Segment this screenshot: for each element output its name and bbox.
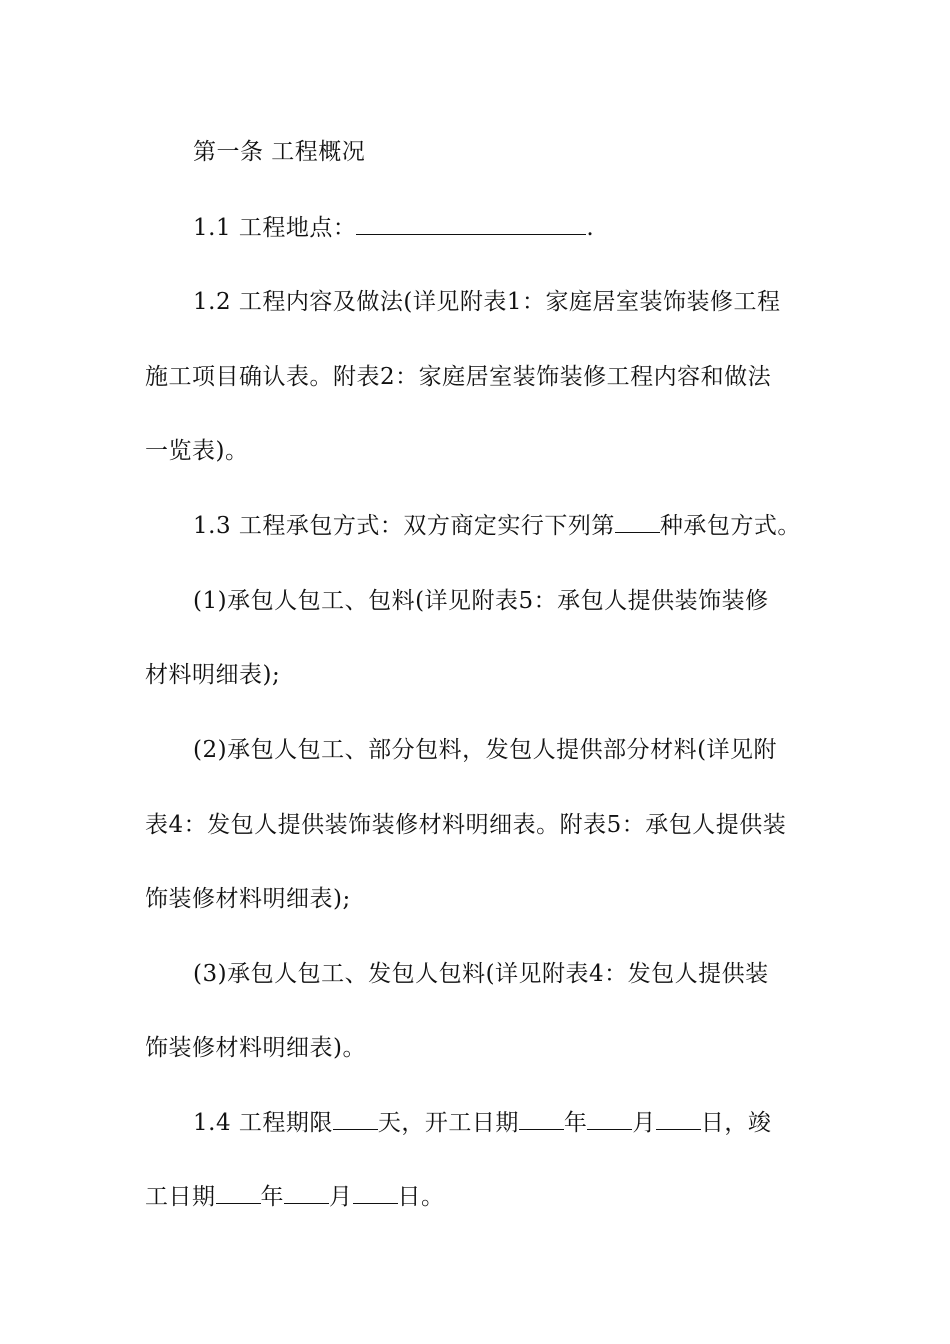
- start-month-label: 月: [632, 1110, 656, 1136]
- option-2-line-2: 表4：发包人提供装饰装修材料明细表。附表5：承包人提供装: [145, 812, 787, 838]
- section-heading: 第一条 工程概况: [193, 139, 366, 165]
- end-month-label: 月: [329, 1184, 353, 1210]
- end-day-label: 日。: [397, 1184, 445, 1210]
- location-blank[interactable]: [356, 214, 586, 235]
- end-month-blank[interactable]: [284, 1183, 329, 1204]
- clause-1-3-end: 种承包方式。: [659, 513, 801, 539]
- clause-1-2-line-3: 一览表)。: [145, 438, 249, 464]
- clause-1-4-line-2: [145, 1182, 825, 1212]
- start-year-label: 年: [563, 1110, 588, 1136]
- option-2-line-3: 饰装修材料明细表);: [145, 886, 351, 912]
- start-day-blank[interactable]: [656, 1109, 701, 1130]
- start-day-label: 日，竣: [700, 1110, 772, 1136]
- start-date-label: 天，开工日期: [377, 1110, 519, 1136]
- clause-1-2-line-1: 1.2 工程内容及做法(详见附表1：家庭居室装饰装修工程: [193, 289, 781, 315]
- clause-1-3-text: 1.3 工程承包方式：双方商定实行下列第: [193, 513, 615, 539]
- option-1-line-2: 材料明细表);: [145, 662, 281, 688]
- clause-1-1: [193, 213, 873, 243]
- duration-label: 1.4 工程期限: [193, 1110, 333, 1136]
- clause-1-3: [193, 511, 873, 541]
- duration-days-blank[interactable]: [333, 1109, 378, 1130]
- option-2-line-1: (2)承包人包工、部分包料，发包人提供部分材料(详见附: [193, 737, 778, 763]
- contract-mode-blank[interactable]: [615, 512, 660, 533]
- start-year-blank[interactable]: [519, 1109, 564, 1130]
- completion-date-label: 工日期: [145, 1184, 216, 1210]
- end-year-label: 年: [260, 1184, 284, 1210]
- end-year-blank[interactable]: [216, 1183, 261, 1204]
- clause-1-4-line-1: [193, 1108, 873, 1138]
- clause-1-1-label: 1.1 工程地点：: [193, 215, 357, 241]
- start-month-blank[interactable]: [587, 1109, 632, 1130]
- clause-1-1-end: .: [586, 215, 595, 241]
- option-3-line-1: (3)承包人包工、发包人包料(详见附表4：发包人提供装: [193, 961, 769, 987]
- end-day-blank[interactable]: [353, 1183, 398, 1204]
- option-3-line-2: 饰装修材料明细表)。: [145, 1035, 366, 1061]
- option-1-line-1: (1)承包人包工、包料(详见附表5：承包人提供装饰装修: [193, 588, 769, 614]
- clause-1-2-line-2: 施工项目确认表。附表2：家庭居室装饰装修工程内容和做法: [145, 364, 772, 390]
